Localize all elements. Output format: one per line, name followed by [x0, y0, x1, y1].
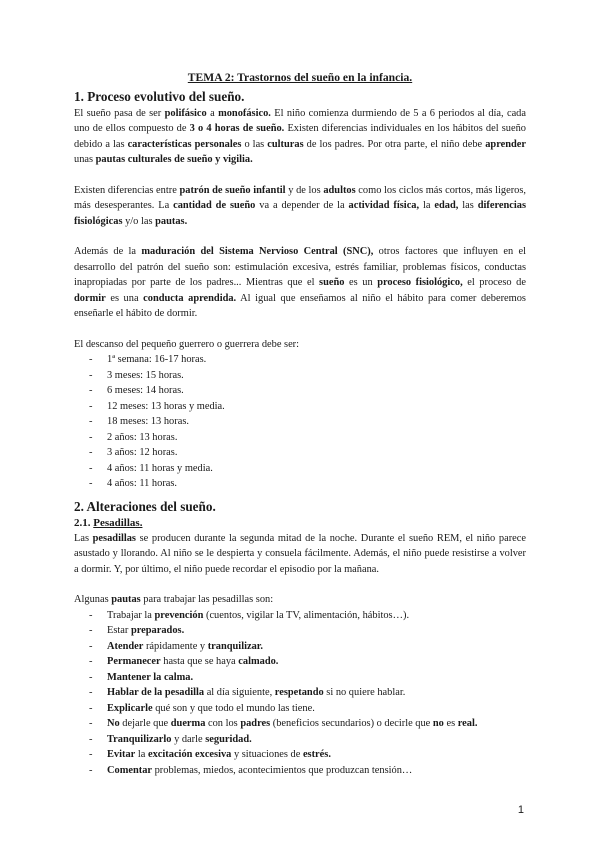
section-1-heading: 1. Proceso evolutivo del sueño. [74, 88, 245, 104]
sleep-hours-item: - 18 meses: 13 horas. [74, 414, 526, 430]
sleep-hours-item: - 12 meses: 13 horas y media. [74, 399, 526, 415]
guideline-item: - Permanecer hasta que se haya calmado. [74, 654, 526, 670]
section-2-paragraph-1: Las pesadillas se producen durante la segunda mitad de la noche. Durante el sueño REM, el niño parece asustado y llorando. Al niño se le despierta y consuela fácilmente. Además, el niño puede resistirse a volver a dormir. Y, por último, el niño puede recordar el episodio por la mañana. [74, 532, 526, 575]
document-page [74, 70, 526, 778]
guideline-item: - Hablar de la pesadilla al día siguiente, respetando si no quiere hablar. [74, 685, 526, 701]
section-1-paragraph-2: Existen diferencias entre patrón de sueño infantil y de los adultos como los ciclos más cortos, más ligeros, más desesperantes. La cantidad de sueño va a depender de la actividad física, la edad, las diferencias fisiológicas y/o las pautas. [74, 184, 526, 227]
guideline-item: - Estar preparados. [74, 623, 526, 639]
guideline-item: - Evitar la excitación excesiva y situaciones de estrés. [74, 747, 526, 763]
sleep-hours-item: - 6 meses: 14 horas. [74, 383, 526, 399]
sleep-hours-item: - 4 años: 11 horas. [74, 476, 526, 492]
sleep-hours-item: - 3 meses: 15 horas. [74, 368, 526, 384]
guideline-item: - Trabajar la prevención (cuentos, vigilar la TV, alimentación, hábitos…). [74, 608, 526, 624]
sleep-hours-item: - 2 años: 13 horas. [74, 430, 526, 446]
guideline-item: - Atender rápidamente y tranquilizar. [74, 639, 526, 655]
sleep-hours-list [74, 352, 526, 492]
sleep-hours-item: - 3 años: 12 horas. [74, 445, 526, 461]
sleep-hours-item: - 1ª semana: 16-17 horas. [74, 352, 526, 368]
subsection-title: Pesadillas. [93, 516, 143, 529]
guideline-item: - No dejarle que duerma con los padres (beneficios secundarios) o decirle que no es real. [74, 716, 526, 732]
nightmare-guidelines-list [74, 608, 526, 779]
page-number: 1 [517, 804, 524, 816]
guideline-item: - Mantener la calma. [74, 670, 526, 686]
section-2-heading: 2. Alteraciones del sueño. [74, 498, 216, 514]
section-1-paragraph-3: Además de la maduración del Sistema Nervioso Central (SNC), otros factores que influyen en el desarrollo del patrón del sueño son: estimulación excesiva, estrés familiar, problemas físicos, conductas inapropiadas por parte de los padres... Mientras que el sueño es un proceso fisiológico, el proceso de dormir es una conducta aprendida. Al igual que enseñamos al niño el hábito para comer deberemos enseñarle el hábito de dormir. [74, 246, 526, 319]
guideline-item: - Tranquilizarlo y darle seguridad. [74, 732, 526, 748]
section-1-paragraph-1: El sueño pasa de ser polifásico a monofásico. El niño comienza durmiendo de 5 a 6 periodos al día, cada uno de ellos compuesto de 3 o 4 horas de sueño. Existen diferencias individuales en los hábitos del sueño debido a las características personales o las culturas de los padres. Por otra parte, el niño debe aprender unas pautas culturales de sueño y vigilia. [74, 107, 527, 165]
subsection-2-1-heading [74, 516, 526, 531]
guideline-item: - Comentar problemas, miedos, acontecimientos que produzcan tensión… [74, 763, 526, 779]
document-title: TEMA 2: Trastornos del sueño en la infancia. [187, 71, 413, 84]
section-1-paragraph-4: El descanso del pequeño guerrero o guerrera debe ser: [74, 338, 300, 350]
section-2-paragraph-2: Algunas pautas para trabajar las pesadillas son: [74, 594, 274, 605]
guideline-item: - Explicarle qué son y que todo el mundo las tiene. [74, 701, 526, 717]
subsection-number: 2.1. [74, 516, 94, 529]
sleep-hours-item: - 4 años: 11 horas y media. [74, 461, 526, 477]
